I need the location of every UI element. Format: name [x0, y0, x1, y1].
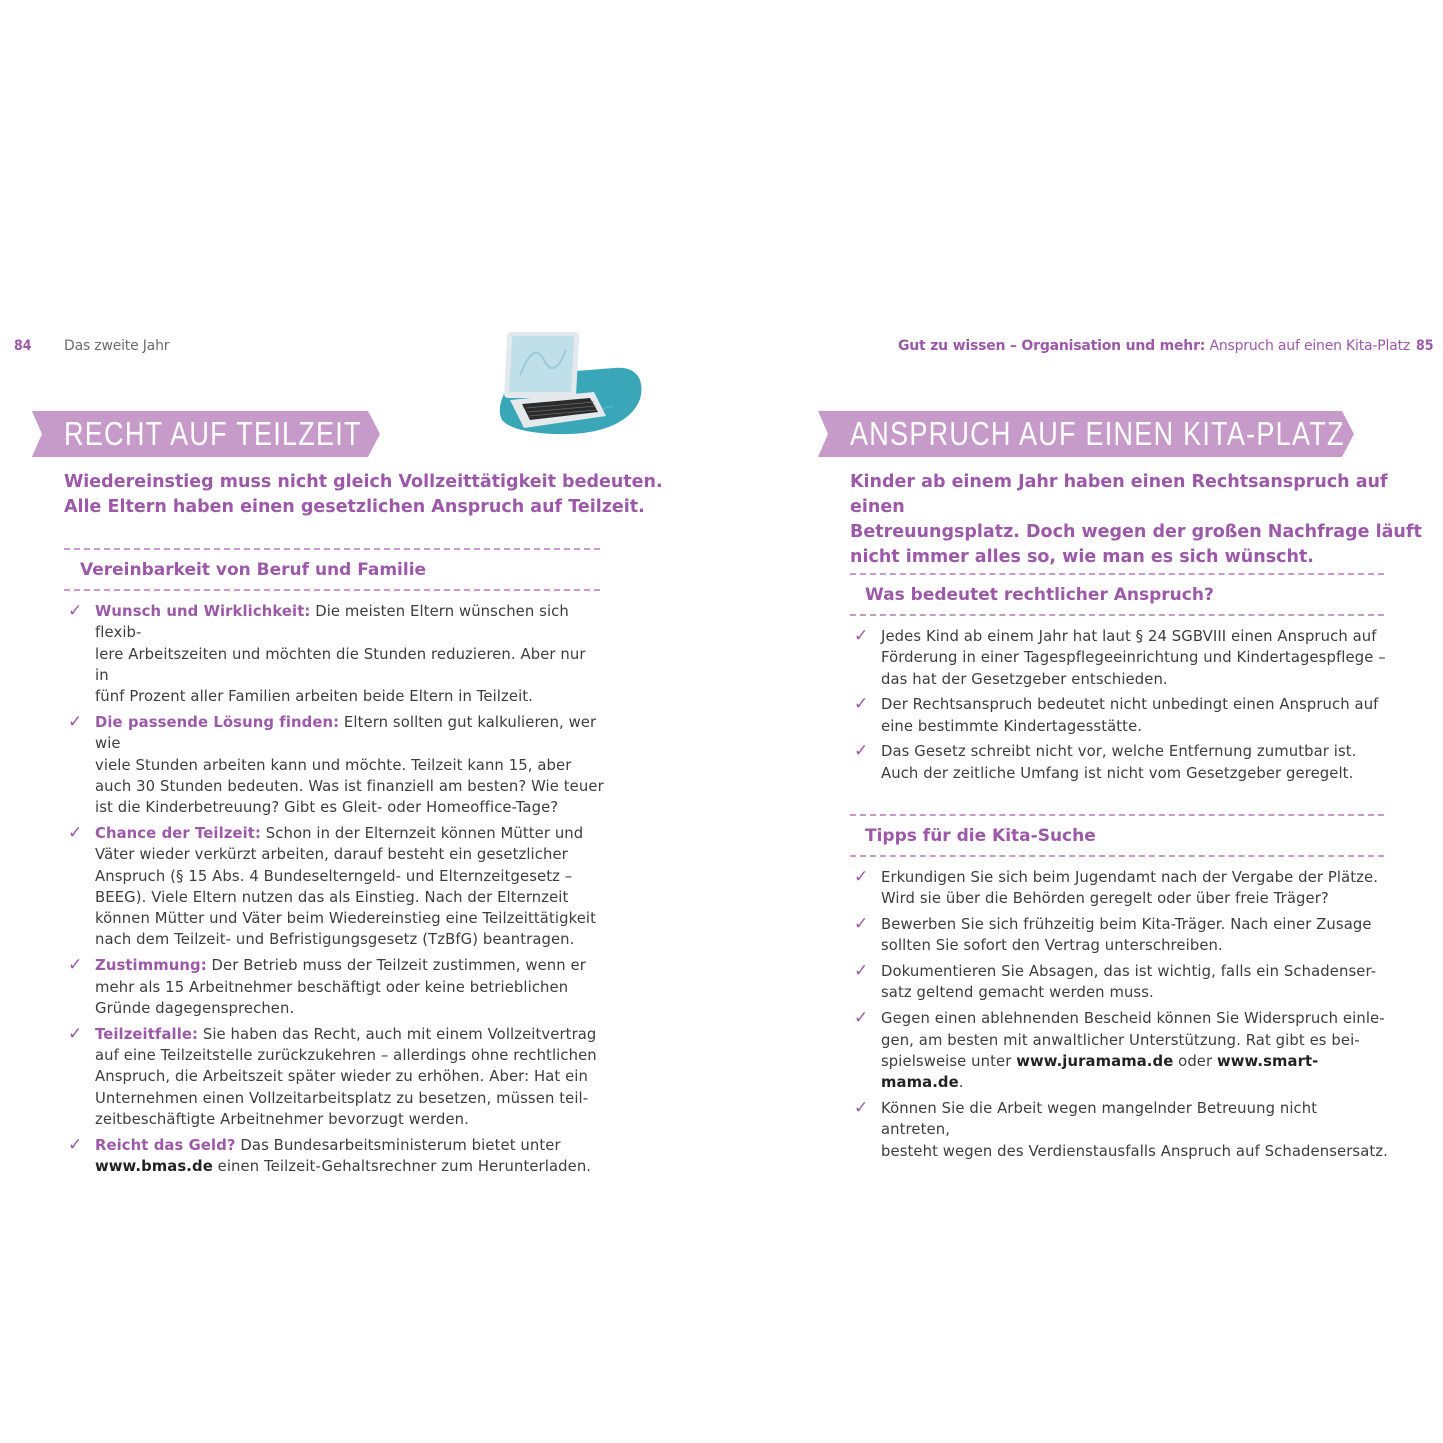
list-item [850, 914, 1390, 957]
item-text: Der Rechtsanspruch bedeutet nicht unbedingt einen Anspruch auf [881, 696, 1379, 714]
list-item [64, 1135, 604, 1178]
item-text: Der Betrieb muss der Teilzeit zustimmen, wenn er [206, 957, 586, 975]
banner-left-title: RECHT AUF TEILZEIT [64, 415, 362, 452]
item-text: Das Bundesarbeitsministerum bietet unter [235, 1136, 561, 1154]
item-text: spielsweise unter [881, 1052, 1017, 1070]
box-title-left: Vereinbarkeit von Beruf und Familie [80, 560, 427, 580]
running-head-left: Das zweite Jahr [64, 338, 170, 354]
list-item [64, 601, 604, 707]
item-text: satz geltend gemacht werden muss. [881, 984, 1154, 1002]
box2-title: Tipps für die Kita-Suche [865, 826, 1096, 846]
check-icon: ✓ [854, 961, 869, 982]
item-term: Die passende Lösung finden: [95, 713, 340, 731]
item-text: Die meisten Eltern wünschen sich flexib- [95, 603, 569, 642]
check-icon: ✓ [854, 694, 869, 715]
page-number-left: 84 [14, 338, 32, 354]
divider [64, 548, 600, 550]
item-text: ist die Kinderbetreuung? Gibt es Gleit- oder Homeoffice-Tage? [95, 799, 559, 817]
check-icon: ✓ [68, 1023, 83, 1044]
item-text: auch 30 Stunden bedeuten. Was ist finanziell am besten? Wie teuer [95, 777, 604, 795]
divider [850, 814, 1384, 816]
list-item [64, 712, 604, 818]
running-head-section: Gut zu wissen – Organisation und mehr: [898, 338, 1206, 354]
item-text: Bewerben Sie sich frühzeitig beim Kita-Träger. Nach einer Zusage [881, 916, 1372, 934]
item-text: fünf Prozent aller Familien arbeiten beide Eltern in Teilzeit. [95, 688, 533, 706]
item-text: zeitbeschäftigte Arbeitnehmer bevorzugt werden. [95, 1110, 469, 1128]
item-text: Dokumentieren Sie Absagen, das ist wichtig, falls ein Schadenser- [881, 963, 1377, 981]
link-smart-mama[interactable]: www.smart-mama.de [881, 1052, 1319, 1092]
lead-left [64, 470, 663, 520]
item-text: Sie haben das Recht, auch mit einem Vollzeitvertrag [198, 1025, 597, 1043]
item-text: Auch der zeitliche Umfang ist nicht vom Gesetzgeber geregelt. [881, 764, 1354, 782]
banner-right-title: ANSPRUCH AUF EINEN KITA-PLATZ [850, 415, 1345, 452]
item-text: . [958, 1074, 964, 1092]
check-icon: ✓ [854, 1008, 869, 1029]
item-text: Anspruch, die Arbeitszeit später wieder zu erhöhen. Aber: Hat ein [95, 1068, 588, 1086]
check-icon: ✓ [68, 955, 83, 976]
item-text: BEEG). Viele Eltern nutzen das als Einstieg. Nach der Elternzeit [95, 888, 569, 906]
divider [850, 614, 1384, 616]
item-text: einen Teilzeit-Gehaltsrechner zum Herunterladen. [212, 1157, 592, 1175]
divider [64, 589, 600, 591]
item-text: besteht wegen des Verdienstausfalls Anspruch auf Schadensersatz. [881, 1142, 1388, 1160]
item-text: Väter wieder verkürzt arbeiten, darauf besteht ein gesetzlicher [95, 846, 568, 864]
list-item [850, 961, 1390, 1004]
item-text: Gründe dagegensprechen. [95, 999, 295, 1017]
lead-right-line: Kinder ab einem Jahr haben einen Rechtsanspruch auf einen [850, 472, 1388, 517]
check-icon: ✓ [854, 1097, 869, 1118]
list-item [850, 1008, 1390, 1093]
item-text: auf eine Teilzeitstelle zurückzukehren – allerdings ohne rechtlichen [95, 1046, 597, 1064]
list-item [64, 955, 604, 1019]
item-text: mehr als 15 Arbeitnehmer beschäftigt oder keine betrieblichen [95, 978, 569, 996]
item-term: Zustimmung: [95, 957, 207, 975]
item-text: das hat der Gesetzgeber entschieden. [881, 670, 1168, 688]
check-icon: ✓ [68, 601, 83, 621]
lead-left-line: Alle Eltern haben einen gesetzlichen Anspruch auf Teilzeit. [64, 497, 645, 517]
list-item [64, 1024, 604, 1130]
item-text: gen, am besten mit anwaltlicher Unterstützung. Rat gibt es bei- [881, 1031, 1360, 1049]
item-text: Erkundigen Sie sich beim Jugendamt nach der Vergabe der Plätze. [881, 869, 1379, 886]
check-icon: ✓ [68, 822, 83, 843]
item-term: Chance der Teilzeit: [95, 824, 261, 842]
list-item [850, 741, 1390, 784]
lead-left-line: Wiedereinstieg muss nicht gleich Vollzeittätigkeit bedeuten. [64, 472, 663, 492]
box1-title: Was bedeutet rechtlicher Anspruch? [865, 585, 1214, 605]
item-term: Reicht das Geld? [95, 1136, 236, 1154]
running-head-topic: Anspruch auf einen Kita-Platz [1205, 338, 1411, 354]
link-bmas[interactable]: www.bmas.de [95, 1157, 213, 1175]
item-text: Können Sie die Arbeit wegen mangelnder Betreuung nicht antreten, [881, 1099, 1318, 1139]
list-item [850, 1098, 1390, 1162]
item-text: Jedes Kind ab einem Jahr hat laut § 24 SGBVIII einen Anspruch auf [881, 628, 1377, 645]
check-icon: ✓ [854, 867, 869, 887]
item-text: Wird sie über die Behörden geregelt oder über freie Träger? [881, 890, 1329, 908]
check-icon: ✓ [854, 626, 869, 646]
item-term: Wunsch und Wirklichkeit: [95, 603, 311, 620]
list-left [64, 601, 604, 1182]
item-text: können Mütter und Väter beim Wiedereinstieg eine Teilzeittätigkeit [95, 910, 597, 928]
lead-right [850, 470, 1443, 570]
item-text: eine bestimmte Kindertagesstätte. [881, 717, 1143, 735]
link-juramama[interactable]: www.juramama.de [1016, 1052, 1174, 1070]
list-right-2 [850, 867, 1390, 1166]
item-text: Schon in der Elternzeit können Mütter und [260, 824, 584, 842]
check-icon: ✓ [854, 914, 869, 935]
divider [850, 855, 1384, 857]
list-item [850, 626, 1390, 690]
check-icon: ✓ [68, 711, 83, 732]
list-item [64, 823, 604, 951]
item-text: Anspruch (§ 15 Abs. 4 Bundeselterngeld- und Elternzeitgesetz – [95, 867, 573, 885]
item-text: Förderung in einer Tagespflegeeinrichtung und Kindertagespflege – [881, 649, 1386, 667]
item-text: Eltern sollten gut kalkulieren, wer wie [95, 713, 597, 753]
lead-right-line: nicht immer alles so, wie man es sich wünscht. [850, 547, 1314, 567]
check-icon: ✓ [68, 1134, 83, 1155]
item-text: sollten Sie sofort den Vertrag unterschreiben. [881, 937, 1223, 955]
item-text: lere Arbeitszeiten und möchten die Stunden reduzieren. Aber nur in [95, 645, 586, 684]
item-text: oder [1173, 1052, 1217, 1070]
item-text: viele Stunden arbeiten kann und möchte. Teilzeit kann 15, aber [95, 756, 572, 774]
list-item [850, 694, 1390, 737]
lead-right-line: Betreuungsplatz. Doch wegen der großen Nachfrage läuft [850, 522, 1422, 542]
list-item [850, 867, 1390, 910]
list-right-1 [850, 626, 1390, 789]
item-text: Unternehmen einen Vollzeitarbeitsplatz zu besetzen, müssen teil- [95, 1089, 589, 1107]
item-text: nach dem Teilzeit- und Befristigungsgesetz (TzBfG) beantragen. [95, 931, 575, 949]
item-term: Teilzeitfalle: [95, 1025, 199, 1043]
item-text: Das Gesetz schreibt nicht vor, welche Entfernung zumutbar ist. [881, 743, 1357, 761]
divider [850, 573, 1384, 575]
running-head-right [898, 338, 1410, 354]
item-text: Gegen einen ablehnenden Bescheid können Sie Widerspruch einle- [881, 1010, 1385, 1028]
check-icon: ✓ [854, 741, 869, 762]
page-number-right: 85 [1416, 338, 1434, 354]
laptop-icon [494, 320, 646, 438]
